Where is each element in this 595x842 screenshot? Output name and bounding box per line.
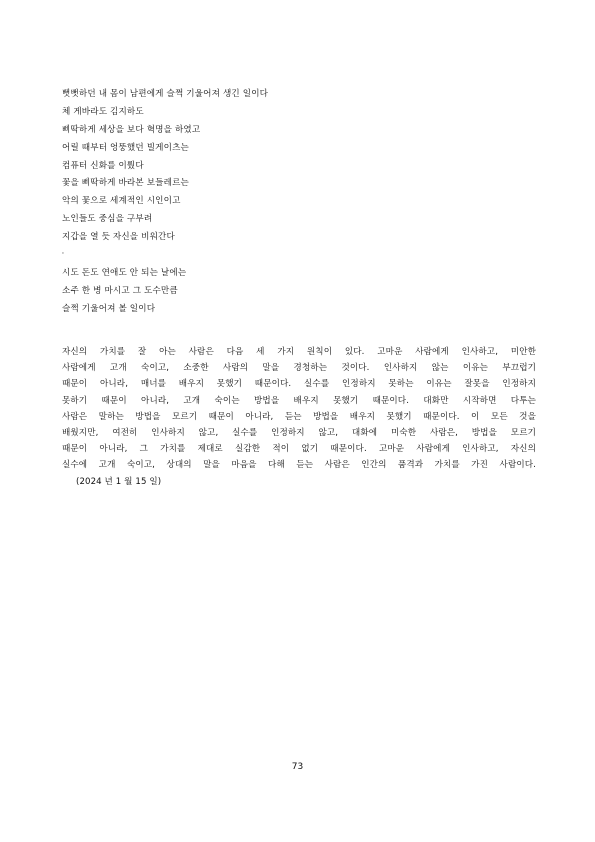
poem-line: 소주 한 병 마시고 그 도수만큼 xyxy=(62,285,178,296)
poem-stanza-mark: ' xyxy=(62,251,65,260)
poem-line: 뻣뻣하던 내 몸이 남편에게 슬쩍 기울어져 생긴 일이다 xyxy=(62,89,269,99)
poem-line: 악의 꽃으로 세계적인 시인이고 xyxy=(62,196,181,207)
page-number: 73 xyxy=(291,762,304,772)
essay-line: 배웠지만, 여전히 인사하지 않고, 실수를 인정하지 않고, 대화에 미숙한 사람은, 방법을 모르기 xyxy=(62,427,536,438)
essay-line: 자신의 가치를 잘 아는 사람은 다음 세 가지 원칙이 있다. 고마운 사람에게 인사하고, 미안한 xyxy=(62,347,536,357)
poem-block xyxy=(62,86,542,319)
essay-line: 때문이 아니라, 그 가치를 제대로 실감한 적이 없기 때문이다. 고마운 사람에게 인사하고, 자신의 xyxy=(62,444,536,455)
essay-line: 못하기 때문이 아니라, 고개 숙이는 방법을 배우지 못했기 때문이다. 대화만 시작하면 다투는 xyxy=(62,395,536,406)
poem-line: 체 게바라도 김지하도 xyxy=(62,106,144,117)
poem-line: 노인들도 중심을 구부려 xyxy=(62,214,153,225)
poem-line: 어릴 때부터 엉뚱했던 빌게이츠는 xyxy=(62,142,189,153)
poem-line: 삐딱하게 세상을 보다 혁명을 하였고 xyxy=(62,124,201,135)
essay-line: 때문이 아니라, 매너를 배우지 못했기 때문이다. 실수를 인정하지 못하는 이유는 잘못을 인정하지 xyxy=(62,379,536,390)
essay-line: 사람에게 고개 숙이고, 소중한 사람의 말을 경청하는 것이다. 인사하지 않는 이유는 부끄럽기 xyxy=(62,363,536,374)
poem-line: 슬쩍 기울어져 볼 일이다 xyxy=(62,303,156,314)
essay-date: (2024 년 1 월 15 일) xyxy=(76,476,162,487)
poem-line: 시도 돈도 연애도 안 되는 날에는 xyxy=(62,267,187,278)
poem-line: 꽃을 삐딱하게 바라본 보들레르는 xyxy=(62,178,189,189)
essay-paragraph xyxy=(62,344,536,490)
poem-line: 컴퓨터 신화를 이뤘다 xyxy=(62,160,144,171)
essay-line: 실수에 고개 숙이고, 상대의 말을 마음을 다해 듣는 사람은 인간의 품격과 가치를 가진 사람이다. xyxy=(62,460,536,471)
poem-line: 지갑을 열 듯 자신을 비워간다 xyxy=(62,232,175,243)
essay-line: 사람은 말하는 방법을 모르기 때문이 아니라, 듣는 방법을 배우지 못했기 때문이다. 이 모든 것을 xyxy=(62,411,536,422)
